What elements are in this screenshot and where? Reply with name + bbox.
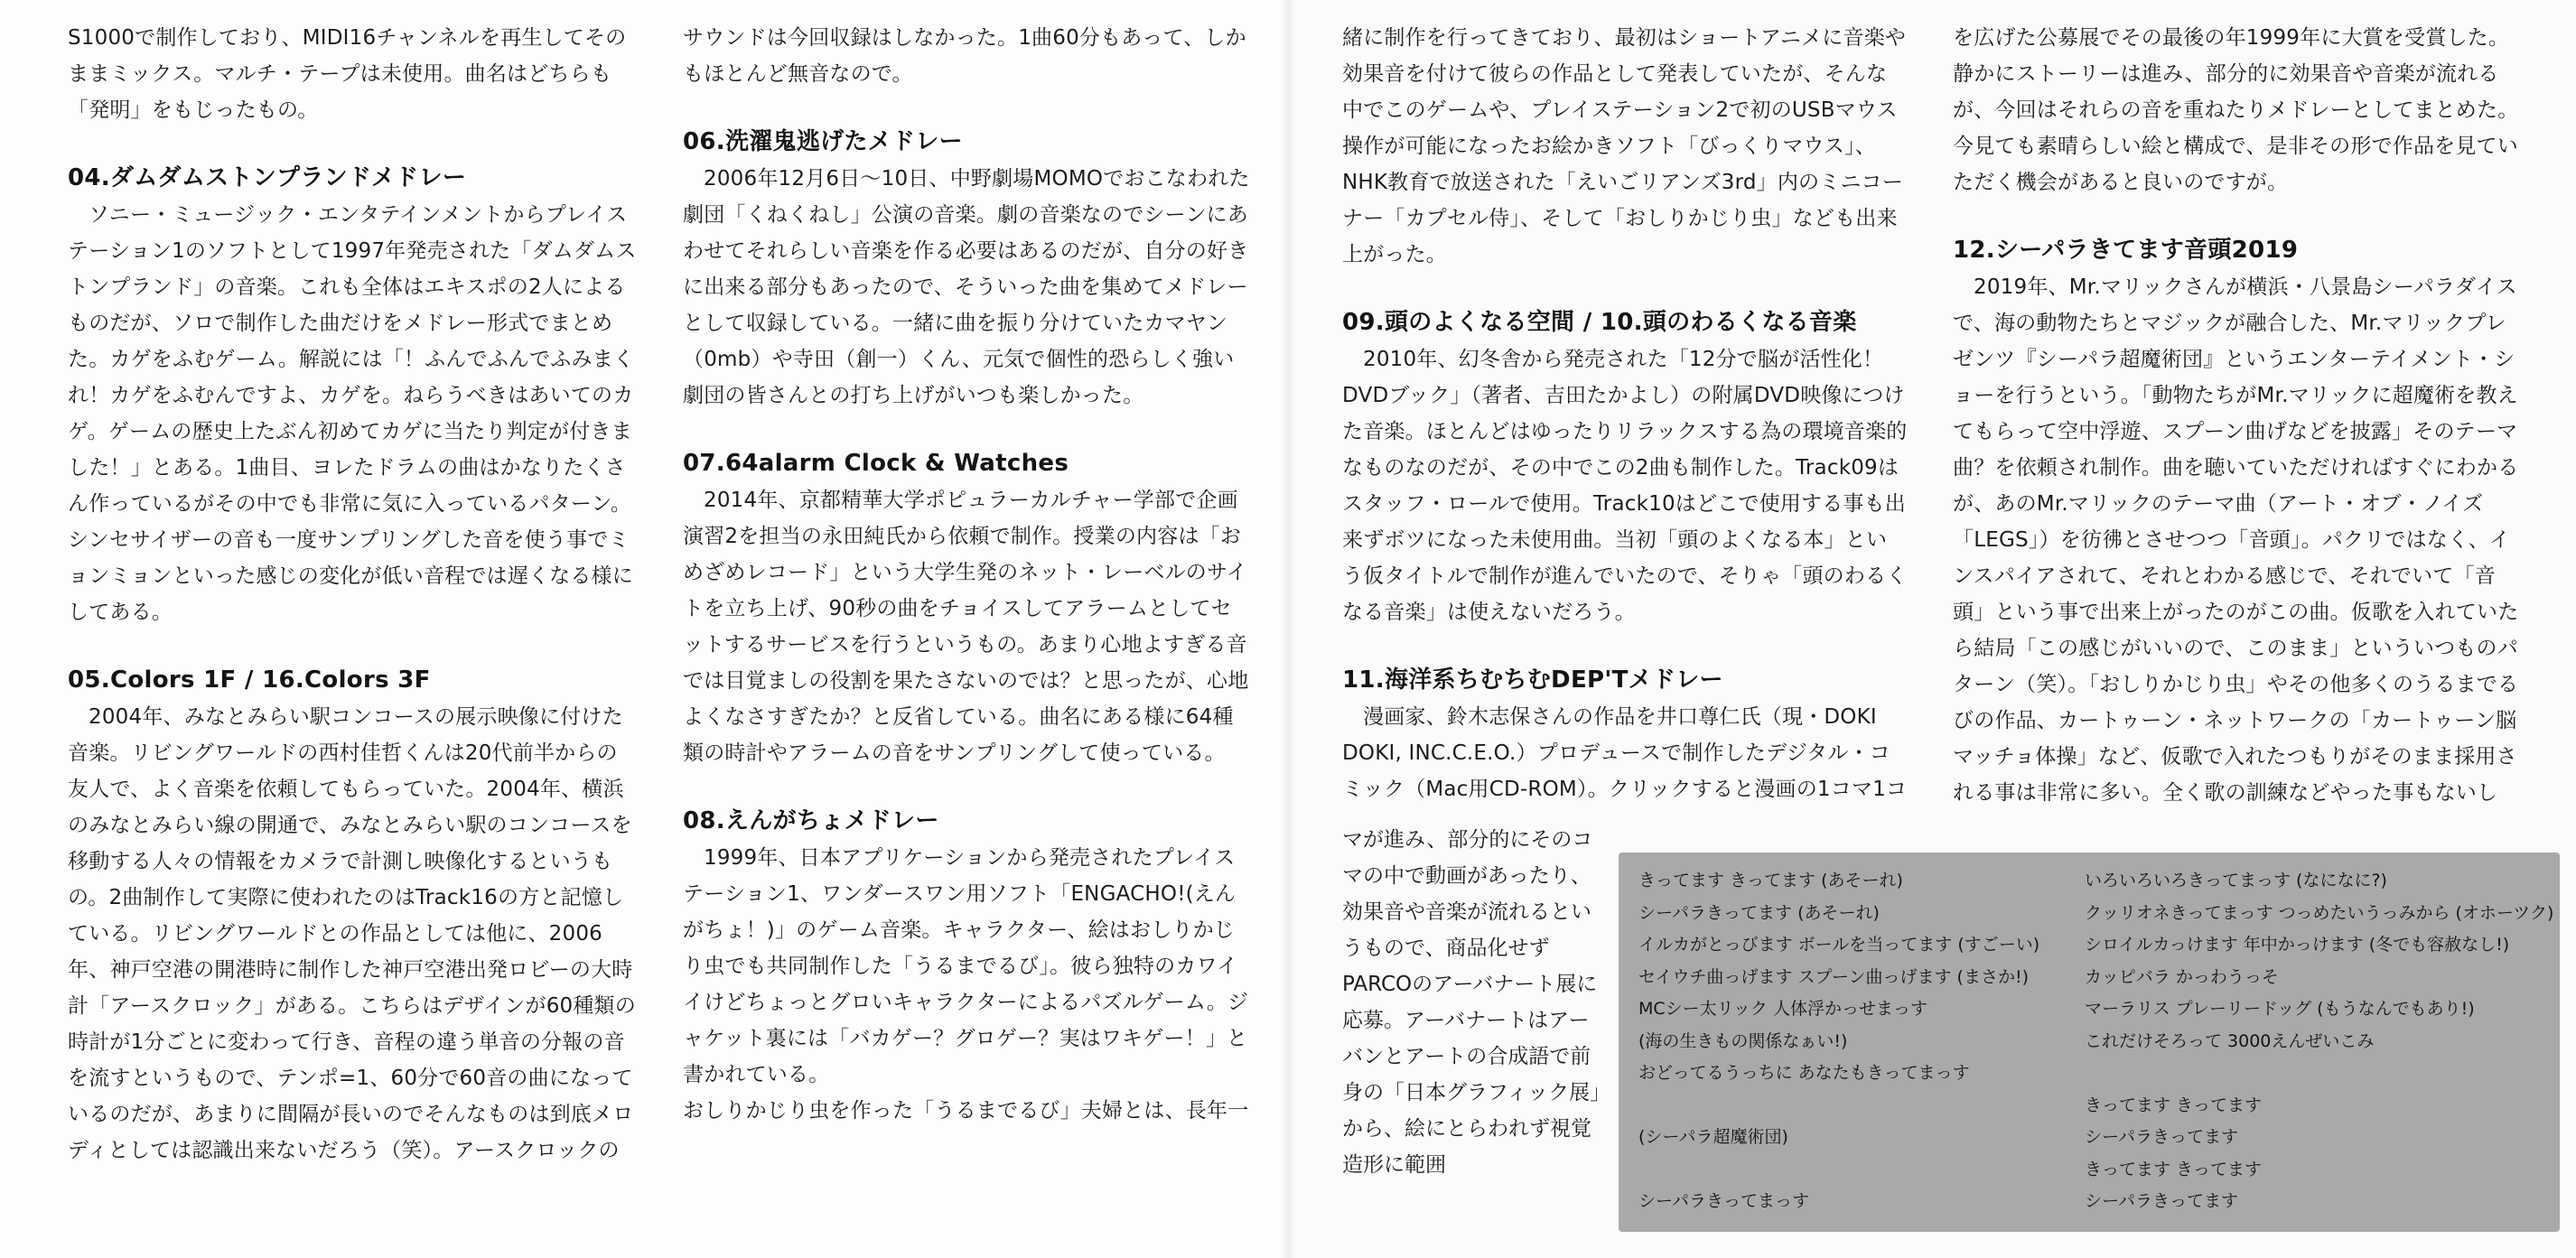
track-04-body: ソニー・ミュージック・エンタテインメントからプレイステーション1のソフトとして1997年発売された「ダムダムストンプランド」の音楽。これも全体はエキスポの2人によるものだが、ソロで制作した曲だけをメドレー形式でまとめた。カゲをふむゲーム。解説には「！ふんでふんでふみまくれ！カゲをふむんですよ、カゲを。ねらうべきはあいてのカゲ。ゲームの歴史上たぶん初めてカゲに当たり判定が付きました！」とある。1曲目、ヨレたドラムの曲はかなりたくさん作っているがその中でも非常に気に入っているパターン。シンセサイザーの音も一度サンプリングした音を使う事でミョンミョンといった感じの変化が低い音程では遅くなる様にしてある。 — [68, 203, 637, 624]
track-05-body: 2004年、みなとみらい駅コンコースの展示映像に付けた音楽。リビングワールドの西村佳哲くんは20代前半からの友人で、よく音楽を依頼してもらっていた。2004年、横浜のみなとみらい線の開通で、みなとみらい駅のコンコースを移動する人々の情報をカメラで計測し映像化するというもの。2曲制作して実際に使われたのはTrack16の方と記憶している。リビングワールドとの作品としては他に、2006年、神戸空港の開港時に制作した神戸空港出発ロビーの大時計「アースクロック」がある。こちらはデザインが60種類の時計が1分ごとに変わって行き、音程の違う単音の分報の音を流すというもので、テンポ=1、60分で60音の曲になっているのだが、あまりに間隔が長いのでそんなものは到底メロディとしては認識出来ないだろう（笑）。アースクロックの — [68, 705, 636, 1162]
track-04-heading: 04.ダムダムストンプランドメドレー — [68, 164, 467, 191]
column-1-intro: S1000で制作しており、MIDI16チャンネルを再生してそのままミックス。マルチ・テープは未使用。曲名はどちらも「発明」をもじったもの。 — [68, 26, 627, 122]
track-11-heading: 11.海洋系ちむちむDEP'Tメドレー — [1342, 666, 1723, 694]
lyric-line: (シーパラ超魔術団) — [1638, 1127, 1788, 1147]
track-09-body: 2010年、幻冬舎から発売された「12分で脳が活性化！DVDブック」（著者、吉田たかよし）の附属DVD映像につけた音楽。ほとんどはゆったりリラックスする為の環境音楽的なものなのだが、その中でこの2曲も制作した。Track09はスタッフ・ロールで使用。Track10はどこで使用する事も出来ずボツになった未使用曲。当初「頭のよくなる本」という仮タイトルで制作が進んでいたので、そりゃ「頭のわるくなる音楽」は使えないだろう。 — [1342, 348, 1908, 624]
column-3-intro: 緒に制作を行ってきており、最初はショートアニメに音楽や効果音を付けて彼らの作品として発表していたが、そんな中でこのゲームや、プレイステーション2で初のUSBマウス操作が可能になったお絵かきソフト「びっくりマウス」、NHK教育で放送された「えいごリアンズ3rd」内のミニコーナー「カプセル侍」、そして「おしりかじり虫」なども出来上がった。 — [1342, 26, 1907, 266]
lyric-line: いろいろいろきってまっす (なになに?) — [2085, 871, 2387, 890]
track-05-heading: 05.Colors 1F / 16.Colors 3F — [68, 666, 431, 694]
lyrics-column-left — [1638, 865, 2063, 1218]
lyric-line: クッリオネきってまっす つっめたいうっみから (オホーツク) — [2085, 902, 2554, 923]
track-08-body: 1999年、日本アプリケーションから発売されたプレイステーション1、ワンダースワン用ソフト「ENGACHO!(えんがちょ！)」のゲーム音楽。キャラクター、絵はおしりかじり虫でも共同制作した「うるまでるび」。彼ら独特のカワイイけどちょっとグロいキャラクターによるパズルゲーム。ジャケット裏には「バカゲー？グロゲー？実はワキゲー！」と書かれている。 — [683, 846, 1249, 1086]
lyric-line: きってます きってます — [2085, 1095, 2263, 1115]
text-column-1 — [68, 20, 637, 1169]
track-12-heading: 12.シーパラきてます音頭2019 — [1953, 237, 2299, 264]
lyric-spacer — [1638, 1154, 2063, 1187]
track-11-body-continued: マが進み、部分的にそのコマの中で動画があったり、効果音や音楽が流れるというもので、商品化せずPARCOのアーバナート展に応募。アーバナートはアーバンとアートの合成語で前身の「日本グラフィック展」から、絵にとらわれず視覚造形に範囲 — [1342, 828, 1601, 1177]
track-07-body: 2014年、京都精華大学ポピュラーカルチャー学部で企画演習2を担当の永田純氏から依頼で制作。授業の内容は「おめざめレコード」という大学生発のネット・レーベルのサイトを立ち上げ、90秒の曲をチョイスしてアラームとしてセットするサービスを行うというもの。あまり心地よすぎる音では目覚ましの役割を果たさないのでは？と思ったが、心地よくなさすぎたか？と反省している。曲名にある様に64種類の時計やアラームの音をサンプリングして使っている。 — [683, 489, 1249, 765]
track-08-heading: 08.えんがちょメドレー — [683, 807, 939, 834]
text-column-3-narrow — [1342, 822, 1602, 1183]
track-09-heading: 09.頭のよくなる空間 / 10.頭のわるくなる音楽 — [1342, 309, 1857, 336]
booklet-spine — [1281, 0, 1295, 1258]
lyric-spacer — [2085, 1058, 2545, 1090]
lyric-line: カッピバラ かっわうっそ — [2085, 966, 2279, 987]
column-2-intro: サウンドは今回収録はしなかった。1曲60分もあって、しかもほとんど無音なので。 — [683, 26, 1246, 86]
lyric-line: MCシー太リック 人体浮かっせまっす — [1638, 999, 1927, 1019]
lyrics-column-right — [2085, 865, 2554, 1218]
lyric-spacer — [1638, 1090, 2063, 1123]
track-12-body: 2019年、Mr.マリックさんが横浜・八景島シーパラダイスで、海の動物たちとマジックが融合した、Mr.マリックプレゼンツ『シーパラ超魔術団』というエンターテイメント・ショーを行うという。「動物たちがMr.マリックに超魔術を教えてもらって空中浮遊、スプーン曲げなどを披露」そのテーマ曲？を依頼され制作。曲を聴いていただければすぐにわかるが、あのMr.マリックのテーマ曲（アート・オブ・ノイズ「LEGS」）を彷彿とさせつつ「音頭」。パクリではなく、インスパイアされて、それとわかる感じで、それでいて「音頭」という事で出来上がったのがこの曲。仮歌を入れていたら結局「この感じがいいので、このまま」といういつものパターン（笑）。「おしりかじり虫」やその他多くのうるまでるびの作品、カートゥーン・ネットワークの「カートゥーン脳マッチョ体操」など、仮歌で入れたつもりがそのまま採用される事は非常に多い。全く歌の訓練などやった事もないし — [1953, 275, 2519, 805]
lyric-line: シーパラきってまっす — [1638, 1191, 1810, 1211]
lyric-line: おどってるうっちに あなたもきってまっす — [1638, 1063, 1970, 1083]
track-11-body: 漫画家、鈴木志保さんの作品を井口尊仁氏（現・DOKI DOKI, INC.C.E.O.）プロデュースで制作したデジタル・コミック（Mac用CD-ROM）。クリックすると漫画の1コマ1コ — [1342, 705, 1908, 801]
lyric-line: シーパラきってます (あそーれ) — [1638, 902, 1880, 923]
lyric-line: イルカがとっびます ボールを当ってます (すごーい) — [1638, 935, 2040, 955]
lyric-line: (海の生きもの関係なぁい!) — [1638, 1030, 1848, 1051]
track-06-body: 2006年12月6日〜10日、中野劇場MOMOでおこなわれた劇団「くねくねし」公演の音楽。劇の音楽なのでシーンにあわせてそれらしい音楽を作る必要はあるのだが、自分の好きに出来る部分もあったので、そういった曲を集めてメドレーとして収録している。一緒に曲を振り分けていたカマヤン（0mb）や寺田（創一）くん、元気で個性的恐らしく強い劇団の皆さんとの打ち上げがいつも楽しかった。 — [683, 167, 1250, 407]
text-column-3 — [1342, 20, 1908, 807]
track-07-heading: 07.64alarm Clock & Watches — [683, 450, 1069, 477]
track-08-body-continued: おしりかじり虫を作った「うるまでるび」夫婦とは、長年一 — [683, 1099, 1249, 1123]
track-06-heading: 06.洗濯鬼逃げたメドレー — [683, 128, 963, 155]
lyric-line: シロイルカっけます 年中かっけます (冬でも容赦なし!) — [2085, 935, 2510, 955]
lyrics-box — [1619, 853, 2560, 1232]
lyric-line: マーラリス プレーリードッグ (もうなんでもあり!) — [2085, 999, 2475, 1019]
lyric-line: きってます きってます — [2085, 1159, 2263, 1179]
lyric-line: きってます きってます (あそーれ) — [1638, 871, 1903, 890]
lyric-line: これだけそろって 3000えんぜいこみ — [2085, 1030, 2375, 1051]
column-4-intro: を広げた公募展でその最後の年1999年に大賞を受賞した。静かにストーリーは進み、部分的に効果音や音楽が流れるが、今回はそれらの音を重ねたりメドレーとしてまとめた。今見ても素晴らしい絵と構成で、是非その形で作品を見ていただく機会があると良いのですが。 — [1953, 26, 2519, 194]
lyric-line: シーパラきってます — [2085, 1127, 2239, 1147]
lyric-line: シーパラきってます — [2085, 1191, 2239, 1211]
text-column-2 — [683, 20, 1252, 1129]
lyric-line: セイウチ曲っげます スプーン曲っげます (まさか!) — [1638, 966, 2030, 987]
text-column-4 — [1953, 20, 2520, 811]
